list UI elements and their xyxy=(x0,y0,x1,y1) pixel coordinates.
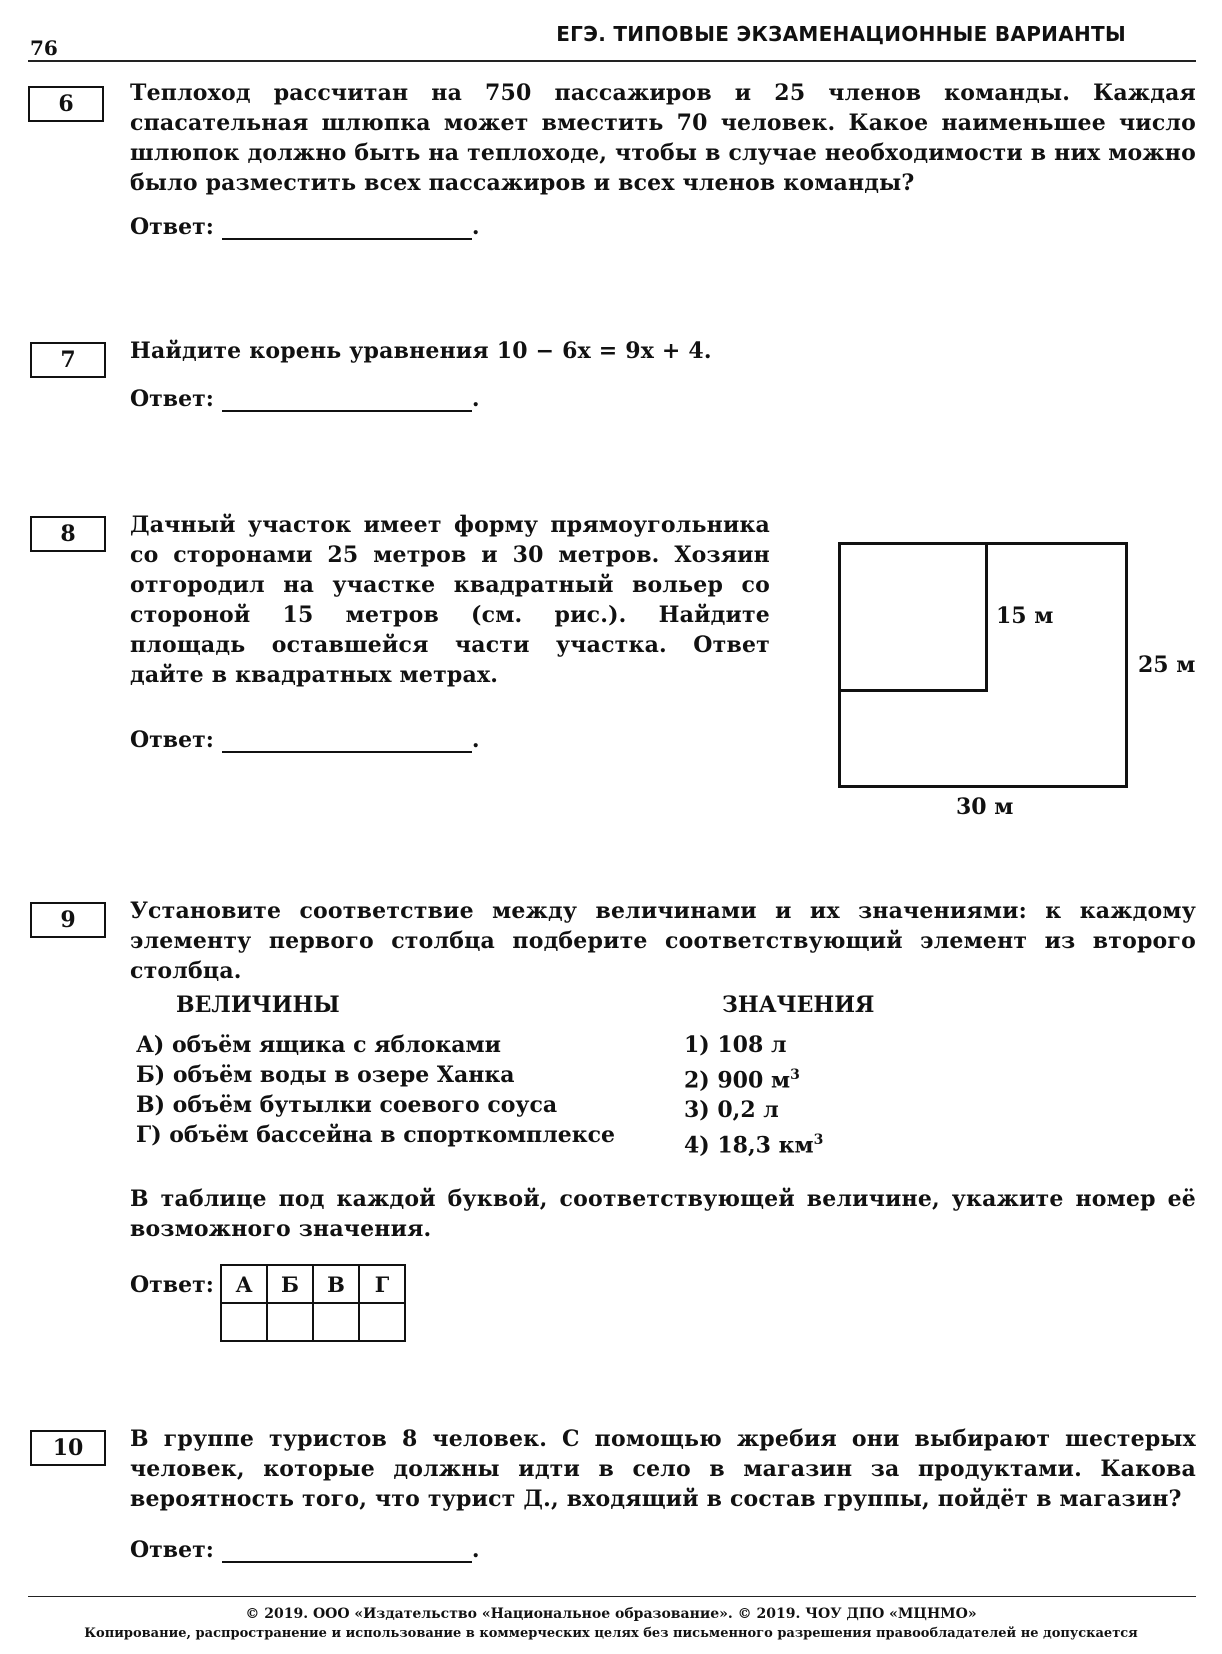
task-number-6: 6 xyxy=(28,86,104,122)
list-item: 2) 900 $м^3$ xyxy=(684,1067,800,1094)
list-item: В) объём бутылки соевого соуса xyxy=(136,1092,558,1118)
answer-cell[interactable] xyxy=(313,1303,359,1341)
task-number-7: 7 xyxy=(30,342,106,378)
header-rule xyxy=(28,60,1196,62)
answer-cell[interactable] xyxy=(221,1303,267,1341)
quantities-list xyxy=(136,1030,615,1150)
table-header-cell: Б xyxy=(267,1265,313,1303)
task-9-table-instruction: В таблице под каждой буквой, соответствующей величине, укажите номер её возможного значения. xyxy=(130,1186,1196,1242)
page-number: 76 xyxy=(30,36,58,60)
square-enclosure xyxy=(838,542,988,692)
footer-notice: Копирование, распространение и использование в коммерческих целях без письменного разрешения правообладателей не допускается xyxy=(84,1626,1138,1641)
figure-label-30m: 30 м xyxy=(956,794,1014,820)
task-8-text: Дачный участок имеет форму прямоугольника со сторонами 25 метров и 30 метров. Хозяин отгородил на участке квадратный вольер со стороной 15 метров (см. рис.). Найдите площадь оставшейся части участка. Ответ дайте в квадратных метрах. xyxy=(130,512,770,688)
task-8-answer: Ответ: . xyxy=(130,727,480,753)
list-item: Б) объём воды в озере Ханка xyxy=(136,1062,515,1088)
answer-label: Ответ: xyxy=(130,727,214,753)
task-9-answer-label: Ответ: xyxy=(130,1272,214,1298)
footer-copyright: © 2019. ООО «Издательство «Национальное образование». © 2019. ЧОУ ДПО «МЦНМО» xyxy=(245,1606,977,1622)
quantities-header: ВЕЛИЧИНЫ xyxy=(176,992,340,1018)
list-item: 1) 108 л xyxy=(684,1032,787,1058)
task-6-text: Теплоход рассчитан на 750 пассажиров и 25 членов команды. Каждая спасательная шлюпка может вместить 70 человек. Какое наименьшее число шлюпок должно быть на теплоходе, чтобы в случае необходимости в них можно было разместить всех пассажиров и всех членов команды? xyxy=(130,80,1196,196)
task-9-answer-table xyxy=(220,1264,406,1342)
answer-label: Ответ: xyxy=(130,214,214,240)
answer-cell[interactable] xyxy=(359,1303,405,1341)
figure-label-25m: 25 м xyxy=(1138,652,1196,678)
footer-rule xyxy=(28,1596,1196,1597)
table-header-cell: В xyxy=(313,1265,359,1303)
running-header: ЕГЭ. ТИПОВЫЕ ЭКЗАМЕНАЦИОННЫЕ ВАРИАНТЫ xyxy=(556,22,1126,46)
answer-label: Ответ: xyxy=(130,386,214,412)
answer-field[interactable] xyxy=(222,729,472,753)
figure-label-15m: 15 м xyxy=(996,603,1054,629)
values-header: ЗНАЧЕНИЯ xyxy=(722,992,875,1018)
task-number-9: 9 xyxy=(30,902,106,938)
list-item: 4) 18,3 $км^3$ xyxy=(684,1132,824,1159)
task-7-answer: Ответ: . xyxy=(130,386,480,412)
list-item: 3) 0,2 л xyxy=(684,1097,779,1124)
task-6-answer: Ответ: . xyxy=(130,214,480,240)
answer-cell[interactable] xyxy=(267,1303,313,1341)
answer-field[interactable] xyxy=(222,1539,472,1563)
task-7-text: Найдите корень уравнения 10 − 6x = 9x + 4. xyxy=(130,338,712,364)
table-header-cell: А xyxy=(221,1265,267,1303)
task-10-answer: Ответ: . xyxy=(130,1537,480,1563)
answer-field[interactable] xyxy=(222,216,472,240)
list-item: А) объём ящика с яблоками xyxy=(136,1032,501,1058)
answer-label: Ответ: xyxy=(130,1537,214,1563)
task-number-10: 10 xyxy=(30,1430,106,1466)
task-number-8: 8 xyxy=(30,516,106,552)
table-header-cell: Г xyxy=(359,1265,405,1303)
answer-field[interactable] xyxy=(222,388,472,412)
task-10-text: В группе туристов 8 человек. С помощью жребия они выбирают шестерых человек, которые должны идти в село в магазин за продуктами. Какова вероятность того, что турист Д., входящий в состав группы, пойдёт в магазин? xyxy=(130,1426,1196,1512)
list-item: Г) объём бассейна в спорткомплексе xyxy=(136,1122,615,1148)
task-9-text: Установите соответствие между величинами и их значениями: к каждому элементу первого столбца подберите соответствующий элемент из второго столбца. xyxy=(130,898,1196,984)
values-list xyxy=(684,1030,823,1161)
